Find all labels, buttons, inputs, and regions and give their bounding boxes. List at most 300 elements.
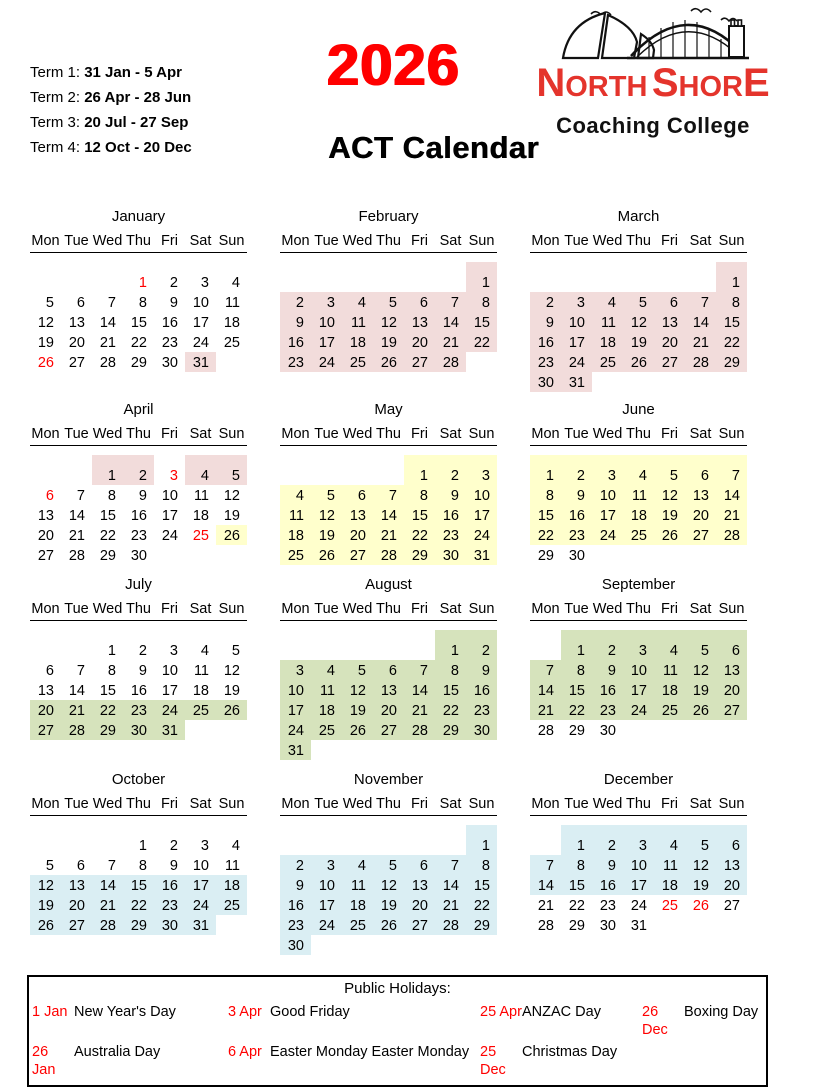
- day-cell: 12: [373, 875, 404, 895]
- day-cell: 31: [154, 720, 185, 740]
- day-cell: 16: [592, 875, 623, 895]
- day-cell: 20: [68, 335, 85, 351]
- day-cell: 18: [311, 700, 342, 720]
- day-cell: 8: [138, 295, 147, 311]
- day-cell: [342, 825, 373, 855]
- north-shore-logo: [525, 4, 781, 139]
- day-cell: [466, 352, 497, 372]
- weekday-header: Wed: [592, 795, 623, 816]
- day-cell: 20: [685, 505, 716, 525]
- day-cell: [561, 262, 592, 292]
- day-cell: 25: [192, 528, 209, 544]
- day-cell: 5: [623, 292, 654, 312]
- month-grid: [30, 232, 247, 372]
- day-cell: 19: [373, 332, 404, 352]
- day-cell: 1: [466, 262, 497, 292]
- day-cell: 25: [223, 335, 240, 351]
- weekday-header: Thu: [373, 795, 404, 816]
- weekday-header: Fri: [154, 600, 185, 621]
- day-cell: 20: [654, 332, 685, 352]
- weekday-header: Fri: [154, 795, 185, 816]
- day-cell: 6: [45, 488, 54, 504]
- day-cell: 9: [280, 312, 311, 332]
- day-cell: 24: [623, 700, 654, 720]
- day-cell: 9: [530, 312, 561, 332]
- day-cell: 7: [107, 295, 116, 311]
- day-cell: [30, 455, 61, 485]
- weekday-header: Thu: [123, 425, 154, 446]
- day-cell: 11: [342, 875, 373, 895]
- month-title: September: [601, 576, 676, 593]
- day-cell: 31: [280, 740, 311, 760]
- day-cell: 14: [99, 315, 116, 331]
- day-cell: [373, 262, 404, 292]
- day-cell: 26: [216, 525, 247, 545]
- weekday-header: Mon: [280, 232, 311, 253]
- month-june: [530, 401, 747, 565]
- weekday-header: Sun: [466, 600, 497, 621]
- day-cell: 22: [92, 700, 123, 720]
- day-cell: 26: [216, 700, 247, 720]
- day-cell: [685, 372, 716, 392]
- weekday-header: Wed: [342, 600, 373, 621]
- day-cell: [685, 915, 716, 935]
- day-cell: [311, 740, 342, 760]
- day-cell: 22: [530, 525, 561, 545]
- day-cell: 15: [561, 875, 592, 895]
- day-cell: 10: [280, 680, 311, 700]
- day-cell: 29: [435, 720, 466, 740]
- day-cell: 16: [280, 895, 311, 915]
- public-holiday-name: Christmas Day: [522, 1044, 618, 1060]
- day-cell: 3: [561, 292, 592, 312]
- month-march: [530, 208, 747, 392]
- month-title: August: [365, 576, 412, 593]
- weekday-header: Sat: [685, 600, 716, 621]
- day-cell: [373, 630, 404, 660]
- weekday-header: Mon: [530, 600, 561, 621]
- day-cell: 11: [654, 855, 685, 875]
- month-grid: [280, 600, 497, 760]
- day-cell: 1: [716, 262, 747, 292]
- day-cell: 10: [161, 663, 178, 679]
- public-holidays-box: [27, 975, 768, 1087]
- weekday-header: Thu: [373, 425, 404, 446]
- month-february: [280, 208, 497, 372]
- day-cell: 13: [404, 875, 435, 895]
- day-cell: 12: [223, 663, 240, 679]
- day-cell: 9: [561, 485, 592, 505]
- day-cell: 27: [373, 720, 404, 740]
- day-cell: 4: [654, 825, 685, 855]
- day-cell: 5: [45, 858, 54, 874]
- day-cell: 17: [561, 332, 592, 352]
- weekday-header: Sun: [466, 232, 497, 253]
- day-cell: 15: [123, 875, 154, 895]
- day-cell: 25: [623, 525, 654, 545]
- day-cell: 27: [37, 548, 54, 564]
- day-cell: 17: [466, 505, 497, 525]
- day-cell: 16: [592, 680, 623, 700]
- day-cell: 3: [466, 455, 497, 485]
- month-january: [30, 208, 247, 372]
- day-cell: 18: [654, 680, 685, 700]
- logo-letter: H: [626, 71, 648, 103]
- day-cell: 21: [685, 332, 716, 352]
- weekday-header: Sat: [685, 795, 716, 816]
- month-grid: [280, 425, 497, 565]
- day-cell: 26: [373, 352, 404, 372]
- day-cell: 8: [466, 292, 497, 312]
- day-cell: [342, 262, 373, 292]
- day-cell: 7: [530, 855, 561, 875]
- weekday-header: Mon: [30, 795, 61, 816]
- day-cell: 5: [654, 455, 685, 485]
- day-cell: 3: [623, 825, 654, 855]
- day-cell: 10: [623, 660, 654, 680]
- day-cell: 13: [37, 683, 54, 699]
- day-cell: [716, 372, 747, 392]
- day-cell: 11: [623, 485, 654, 505]
- day-cell: 10: [311, 312, 342, 332]
- day-cell: 30: [280, 935, 311, 955]
- day-cell: 12: [373, 312, 404, 332]
- public-holiday-item: [228, 1043, 480, 1079]
- day-cell: 14: [530, 875, 561, 895]
- day-cell: 4: [280, 485, 311, 505]
- month-title: January: [111, 208, 166, 225]
- day-cell: 1: [561, 825, 592, 855]
- day-cell: [685, 720, 716, 740]
- day-cell: 5: [231, 643, 240, 659]
- weekday-header: Thu: [123, 795, 154, 816]
- day-cell: 13: [37, 508, 54, 524]
- day-cell: 13: [373, 680, 404, 700]
- day-cell: 16: [561, 505, 592, 525]
- day-cell: 2: [435, 455, 466, 485]
- weekday-header: Tue: [311, 600, 342, 621]
- day-cell: 30: [130, 548, 147, 564]
- day-cell: 30: [435, 545, 466, 565]
- weekday-header: Sat: [435, 425, 466, 446]
- day-cell: 7: [435, 292, 466, 312]
- day-cell: [373, 935, 404, 955]
- day-cell: 6: [342, 485, 373, 505]
- public-holiday-item: [642, 1003, 763, 1039]
- day-cell: 9: [435, 485, 466, 505]
- day-cell: 4: [342, 292, 373, 312]
- month-title: July: [125, 576, 152, 593]
- weekday-header: Tue: [61, 795, 92, 816]
- day-cell: 16: [130, 683, 147, 699]
- day-cell: 17: [280, 700, 311, 720]
- day-cell: 18: [342, 332, 373, 352]
- day-cell: 7: [107, 858, 116, 874]
- day-cell: 14: [68, 508, 85, 524]
- day-cell: 8: [107, 663, 116, 679]
- month-grid: [280, 795, 497, 955]
- day-cell: 12: [685, 855, 716, 875]
- public-holiday-date: 1 Jan: [32, 1004, 68, 1020]
- spacer-cell: [30, 816, 247, 826]
- day-cell: 29: [92, 720, 123, 740]
- day-cell: 20: [716, 680, 747, 700]
- day-cell: 25: [216, 895, 247, 915]
- day-cell: 29: [404, 545, 435, 565]
- day-cell: 6: [404, 855, 435, 875]
- day-cell: 7: [435, 855, 466, 875]
- public-holiday-name: ANZAC Day: [522, 1004, 601, 1020]
- day-cell: 20: [404, 895, 435, 915]
- spacer-cell: [280, 621, 497, 631]
- day-cell: [311, 825, 342, 855]
- day-cell: [30, 630, 61, 660]
- day-cell: 31: [561, 372, 592, 392]
- day-cell: [654, 262, 685, 292]
- weekday-header: Mon: [30, 600, 61, 621]
- day-cell: 17: [311, 895, 342, 915]
- day-cell: 28: [99, 355, 116, 371]
- day-cell: 22: [130, 335, 147, 351]
- weekday-header: Sun: [716, 795, 747, 816]
- day-cell: 3: [200, 275, 209, 291]
- weekday-header: Wed: [592, 600, 623, 621]
- day-cell: [311, 455, 342, 485]
- day-cell: [592, 545, 623, 565]
- public-holiday-item: [228, 1003, 480, 1039]
- weekday-header: Fri: [404, 425, 435, 446]
- day-cell: 4: [623, 455, 654, 485]
- day-cell: 8: [466, 855, 497, 875]
- day-cell: 26: [311, 545, 342, 565]
- day-cell: [311, 262, 342, 292]
- day-cell: 6: [373, 660, 404, 680]
- day-cell: 1: [561, 630, 592, 660]
- day-cell: 25: [342, 352, 373, 372]
- month-title: October: [111, 771, 166, 788]
- day-cell: 7: [685, 292, 716, 312]
- day-cell: [435, 740, 466, 760]
- month-september: [530, 576, 747, 740]
- public-holiday-date: 6 Apr: [228, 1044, 262, 1060]
- day-cell: 26: [373, 915, 404, 935]
- day-cell: 9: [138, 488, 147, 504]
- day-cell: 10: [192, 858, 209, 874]
- day-cell: [185, 720, 216, 740]
- day-cell: [311, 630, 342, 660]
- day-cell: 21: [435, 332, 466, 352]
- day-cell: 25: [185, 700, 216, 720]
- weekday-header: Sun: [466, 795, 497, 816]
- day-cell: 23: [154, 895, 185, 915]
- day-cell: 5: [342, 660, 373, 680]
- day-cell: [435, 825, 466, 855]
- day-cell: 27: [61, 915, 92, 935]
- weekday-header: Sat: [435, 600, 466, 621]
- day-cell: [530, 630, 561, 660]
- weekday-header: Fri: [654, 795, 685, 816]
- day-cell: 27: [68, 355, 85, 371]
- spacer-cell: [30, 446, 247, 456]
- day-cell: 31: [630, 918, 647, 934]
- logo-letter: O: [565, 71, 588, 103]
- spacer-cell: [280, 816, 497, 826]
- day-cell: 6: [404, 292, 435, 312]
- opera-house-bridge-icon: [553, 4, 753, 66]
- day-cell: 19: [654, 505, 685, 525]
- day-cell: 22: [123, 895, 154, 915]
- weekday-header: Wed: [92, 795, 123, 816]
- day-cell: 27: [30, 720, 61, 740]
- day-cell: [216, 545, 247, 565]
- weekday-header: Tue: [561, 425, 592, 446]
- day-cell: 17: [623, 875, 654, 895]
- day-cell: 4: [231, 275, 240, 291]
- day-cell: 3: [200, 838, 209, 854]
- day-cell: 18: [223, 315, 240, 331]
- day-cell: 5: [45, 295, 54, 311]
- day-cell: 5: [216, 455, 247, 485]
- term-1-dates: 31 Jan - 5 Apr: [84, 64, 183, 81]
- day-cell: [61, 630, 92, 660]
- day-cell: 14: [435, 875, 466, 895]
- weekday-header: Sun: [466, 425, 497, 446]
- day-cell: [92, 262, 123, 292]
- day-cell: 25: [311, 720, 342, 740]
- day-cell: 29: [466, 915, 497, 935]
- day-cell: 19: [373, 895, 404, 915]
- day-cell: 10: [192, 295, 209, 311]
- day-cell: [466, 740, 497, 760]
- day-cell: 4: [654, 630, 685, 660]
- weekday-header: Fri: [154, 232, 185, 253]
- day-cell: 7: [76, 488, 85, 504]
- day-cell: 23: [466, 700, 497, 720]
- day-cell: 2: [592, 825, 623, 855]
- day-cell: 15: [435, 680, 466, 700]
- day-cell: 1: [138, 838, 147, 854]
- day-cell: 17: [161, 683, 178, 699]
- day-cell: 7: [530, 660, 561, 680]
- day-cell: 29: [568, 918, 585, 934]
- day-cell: [216, 720, 247, 740]
- day-cell: 14: [716, 485, 747, 505]
- weekday-header: Wed: [592, 232, 623, 253]
- day-cell: 18: [592, 332, 623, 352]
- day-cell: 28: [68, 548, 85, 564]
- day-cell: 12: [685, 660, 716, 680]
- day-cell: 14: [685, 312, 716, 332]
- day-cell: 27: [404, 352, 435, 372]
- day-cell: 28: [537, 918, 554, 934]
- day-cell: 25: [342, 915, 373, 935]
- day-cell: 1: [530, 455, 561, 485]
- logo-letter: H: [678, 71, 700, 103]
- logo-letter: N: [536, 61, 566, 105]
- day-cell: 10: [592, 485, 623, 505]
- day-cell: [216, 352, 247, 372]
- month-july: [30, 576, 247, 740]
- day-cell: [685, 545, 716, 565]
- day-cell: 19: [623, 332, 654, 352]
- day-cell: [530, 825, 561, 855]
- year-heading: 2026: [326, 33, 461, 98]
- day-cell: 10: [311, 875, 342, 895]
- weekday-header: Sat: [435, 232, 466, 253]
- weekday-header: Sun: [216, 600, 247, 621]
- day-cell: [404, 935, 435, 955]
- weekday-header: Tue: [311, 425, 342, 446]
- day-cell: 22: [561, 700, 592, 720]
- public-holidays-row: [32, 1043, 763, 1079]
- logo-letter: T: [608, 71, 627, 103]
- day-cell: [623, 372, 654, 392]
- day-cell: 19: [37, 335, 54, 351]
- day-cell: [685, 262, 716, 292]
- weekday-header: Sat: [435, 795, 466, 816]
- weekday-header: Sun: [216, 232, 247, 253]
- day-cell: 6: [76, 858, 85, 874]
- day-cell: 4: [231, 838, 240, 854]
- day-cell: 31: [185, 352, 216, 372]
- day-cell: 4: [311, 660, 342, 680]
- day-cell: 12: [37, 315, 54, 331]
- day-cell: 9: [280, 875, 311, 895]
- day-cell: 20: [30, 700, 61, 720]
- day-cell: 28: [685, 352, 716, 372]
- day-cell: 23: [530, 352, 561, 372]
- day-cell: 28: [61, 720, 92, 740]
- day-cell: 2: [280, 292, 311, 312]
- day-cell: [435, 935, 466, 955]
- page-title: ACT Calendar: [328, 130, 539, 165]
- day-cell: 20: [404, 332, 435, 352]
- weekday-header: Tue: [561, 600, 592, 621]
- day-cell: 6: [716, 825, 747, 855]
- weekday-header: Mon: [30, 232, 61, 253]
- day-cell: 13: [716, 660, 747, 680]
- day-cell: 8: [404, 485, 435, 505]
- day-cell: 14: [68, 683, 85, 699]
- weekday-header: Wed: [342, 795, 373, 816]
- day-cell: 6: [76, 295, 85, 311]
- weekday-header: Tue: [61, 600, 92, 621]
- logo-college: Coaching College: [556, 113, 750, 138]
- public-holiday-name: Good Friday: [270, 1004, 350, 1020]
- weekday-header: Tue: [61, 425, 92, 446]
- day-cell: 8: [716, 292, 747, 312]
- day-cell: 3: [311, 855, 342, 875]
- day-cell: 23: [280, 352, 311, 372]
- day-cell: 27: [685, 525, 716, 545]
- day-cell: 6: [685, 455, 716, 485]
- month-title: June: [622, 401, 655, 418]
- day-cell: 22: [568, 898, 585, 914]
- public-holiday-name: Australia Day: [74, 1044, 161, 1060]
- public-holiday-name: New Year's Day: [74, 1004, 176, 1020]
- day-cell: 22: [435, 700, 466, 720]
- day-cell: 26: [685, 700, 716, 720]
- day-cell: 8: [561, 660, 592, 680]
- day-cell: 4: [200, 643, 209, 659]
- day-cell: 24: [311, 352, 342, 372]
- day-cell: 9: [466, 660, 497, 680]
- day-cell: [404, 825, 435, 855]
- public-holiday-item: [32, 1043, 228, 1079]
- day-cell: 23: [435, 525, 466, 545]
- day-cell: [30, 825, 61, 855]
- day-cell: [623, 720, 654, 740]
